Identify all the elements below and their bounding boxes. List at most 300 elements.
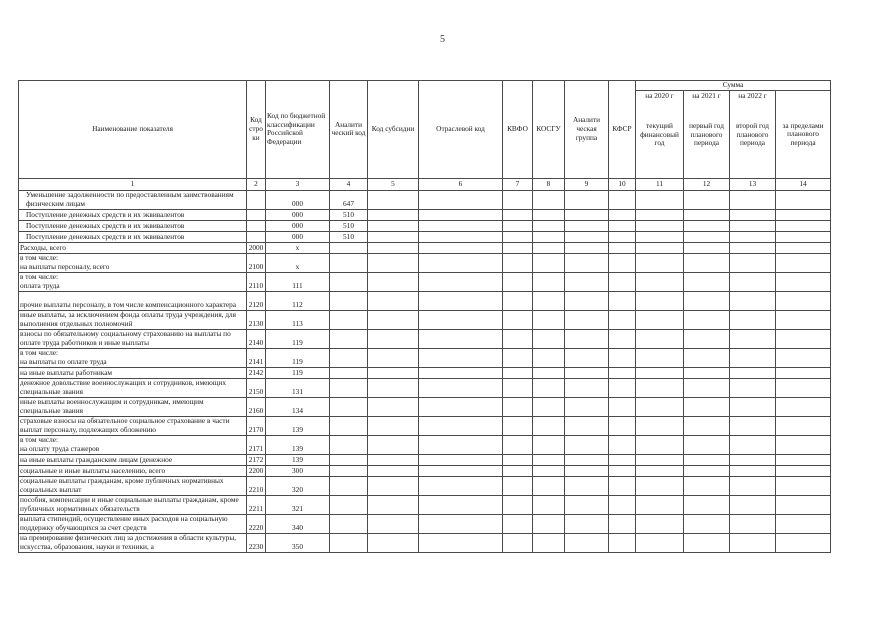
- row-empty-cell: [684, 367, 730, 378]
- row-empty-cell: [730, 253, 776, 272]
- row-empty-cell: [503, 465, 533, 476]
- row-name: пособия, компенсации и иные социальные выплаты гражданам, кроме публичных нормативных обязательств: [19, 495, 247, 514]
- row-empty-cell: [684, 329, 730, 348]
- row-line-code: [247, 231, 266, 242]
- row-analytic-code: [330, 454, 368, 465]
- row-empty-cell: [503, 329, 533, 348]
- row-budget-code: 139: [266, 454, 330, 465]
- row-empty-cell: [368, 209, 419, 220]
- row-analytic-code: [330, 348, 368, 367]
- row-analytic-code: [330, 465, 368, 476]
- row-analytic-code: [330, 435, 368, 454]
- row-empty-cell: [684, 242, 730, 253]
- row-empty-cell: [533, 291, 565, 310]
- row-empty-cell: [776, 231, 831, 242]
- row-empty-cell: [684, 231, 730, 242]
- row-empty-cell: [730, 329, 776, 348]
- row-line-code: 2170: [247, 416, 266, 435]
- header-year-current: [636, 90, 684, 178]
- row-empty-cell: [609, 220, 636, 231]
- row-empty-cell: [368, 533, 419, 552]
- header-current-year: текущий финансовый год: [640, 121, 679, 148]
- row-empty-cell: [684, 253, 730, 272]
- row-empty-cell: [730, 397, 776, 416]
- row-empty-cell: [684, 533, 730, 552]
- row-empty-cell: [609, 514, 636, 533]
- row-name: иные выплаты, за исключением фонда оплаты труда учреждения, для выполнения отдельных полномочий: [19, 310, 247, 329]
- table-row: [19, 310, 831, 329]
- row-empty-cell: [565, 231, 609, 242]
- row-line-code: [247, 220, 266, 231]
- row-empty-cell: [565, 220, 609, 231]
- row-empty-cell: [636, 231, 684, 242]
- row-empty-cell: [609, 533, 636, 552]
- row-empty-cell: [368, 291, 419, 310]
- row-budget-code: 119: [266, 329, 330, 348]
- row-budget-code: 139: [266, 416, 330, 435]
- table-row: [19, 329, 831, 348]
- row-empty-cell: [419, 378, 503, 397]
- row-empty-cell: [684, 291, 730, 310]
- row-budget-code: 113: [266, 310, 330, 329]
- row-empty-cell: [609, 454, 636, 465]
- row-budget-code: 134: [266, 397, 330, 416]
- row-empty-cell: [565, 465, 609, 476]
- row-empty-cell: [609, 435, 636, 454]
- row-empty-cell: [533, 231, 565, 242]
- column-number: 8: [533, 178, 565, 190]
- row-analytic-code: 647: [330, 190, 368, 209]
- row-name: денежное довольствие военнослужащих и сотрудников, имеющих специальные звания: [19, 378, 247, 397]
- row-empty-cell: [503, 253, 533, 272]
- row-empty-cell: [609, 367, 636, 378]
- table-row: [19, 190, 831, 209]
- row-empty-cell: [419, 495, 503, 514]
- row-empty-cell: [419, 367, 503, 378]
- table-row: [19, 367, 831, 378]
- row-name: прочие выплаты персоналу, в том числе компенсационного характера: [19, 291, 247, 310]
- column-number: 12: [684, 178, 730, 190]
- row-empty-cell: [730, 495, 776, 514]
- row-empty-cell: [368, 378, 419, 397]
- column-number: 1: [19, 178, 247, 190]
- row-empty-cell: [565, 209, 609, 220]
- row-empty-cell: [503, 272, 533, 291]
- row-analytic-code: [330, 329, 368, 348]
- row-empty-cell: [565, 242, 609, 253]
- row-empty-cell: [419, 291, 503, 310]
- row-empty-cell: [533, 514, 565, 533]
- row-empty-cell: [503, 416, 533, 435]
- row-empty-cell: [419, 416, 503, 435]
- row-budget-code: 119: [266, 348, 330, 367]
- table-row: [19, 416, 831, 435]
- row-budget-code: 000: [266, 220, 330, 231]
- row-empty-cell: [609, 291, 636, 310]
- row-name: социальные и иные выплаты населению, всего: [19, 465, 247, 476]
- row-budget-code: 350: [266, 533, 330, 552]
- row-empty-cell: [636, 253, 684, 272]
- column-number: 5: [368, 178, 419, 190]
- row-empty-cell: [503, 310, 533, 329]
- row-budget-code: 119: [266, 367, 330, 378]
- row-line-code: [247, 190, 266, 209]
- row-empty-cell: [684, 514, 730, 533]
- row-empty-cell: [684, 465, 730, 476]
- row-analytic-code: [330, 378, 368, 397]
- row-empty-cell: [776, 533, 831, 552]
- row-empty-cell: [609, 397, 636, 416]
- row-line-code: [247, 209, 266, 220]
- row-empty-cell: [503, 291, 533, 310]
- row-empty-cell: [684, 476, 730, 495]
- row-line-code: 2172: [247, 454, 266, 465]
- header-beyond: [776, 90, 831, 178]
- row-empty-cell: [533, 242, 565, 253]
- row-analytic-code: 510: [330, 209, 368, 220]
- row-empty-cell: [730, 476, 776, 495]
- row-empty-cell: [609, 378, 636, 397]
- table-row: [19, 397, 831, 416]
- row-empty-cell: [503, 209, 533, 220]
- row-empty-cell: [636, 190, 684, 209]
- row-empty-cell: [684, 348, 730, 367]
- row-empty-cell: [533, 435, 565, 454]
- row-budget-code: 112: [266, 291, 330, 310]
- row-analytic-code: [330, 416, 368, 435]
- row-empty-cell: [730, 242, 776, 253]
- row-empty-cell: [730, 416, 776, 435]
- row-empty-cell: [368, 397, 419, 416]
- column-numbers-row: [19, 178, 831, 190]
- header-line-code: Код стро ки: [247, 81, 266, 179]
- row-empty-cell: [565, 378, 609, 397]
- row-empty-cell: [503, 476, 533, 495]
- row-empty-cell: [368, 231, 419, 242]
- row-empty-cell: [776, 454, 831, 465]
- row-empty-cell: [776, 476, 831, 495]
- row-empty-cell: [684, 272, 730, 291]
- header-beyond-plan: за пределами планового периода: [782, 120, 824, 147]
- row-empty-cell: [730, 367, 776, 378]
- row-empty-cell: [419, 465, 503, 476]
- row-empty-cell: [776, 209, 831, 220]
- row-budget-code: 300: [266, 465, 330, 476]
- row-empty-cell: [730, 378, 776, 397]
- header-analytic-group: Аналити ческая группа: [565, 81, 609, 179]
- row-empty-cell: [503, 514, 533, 533]
- header-first-plan-year: первый год планового периода: [689, 121, 724, 148]
- table-row: [19, 495, 831, 514]
- row-empty-cell: [565, 329, 609, 348]
- header-kosgu: КОСГУ: [533, 81, 565, 179]
- row-empty-cell: [776, 465, 831, 476]
- row-empty-cell: [503, 397, 533, 416]
- row-empty-cell: [503, 242, 533, 253]
- row-empty-cell: [636, 329, 684, 348]
- row-empty-cell: [776, 291, 831, 310]
- row-empty-cell: [684, 416, 730, 435]
- row-empty-cell: [609, 495, 636, 514]
- row-empty-cell: [609, 476, 636, 495]
- row-analytic-code: [330, 476, 368, 495]
- table-row: [19, 231, 831, 242]
- row-empty-cell: [503, 435, 533, 454]
- row-empty-cell: [609, 416, 636, 435]
- row-empty-cell: [419, 533, 503, 552]
- row-name: на иные выплаты гражданским лицам (денежное: [19, 454, 247, 465]
- row-empty-cell: [368, 465, 419, 476]
- row-empty-cell: [503, 348, 533, 367]
- row-empty-cell: [368, 190, 419, 209]
- column-number: 6: [419, 178, 503, 190]
- row-empty-cell: [503, 533, 533, 552]
- row-line-code: 2142: [247, 367, 266, 378]
- row-empty-cell: [776, 514, 831, 533]
- row-empty-cell: [533, 329, 565, 348]
- row-empty-cell: [503, 367, 533, 378]
- row-empty-cell: [565, 514, 609, 533]
- row-budget-code: 131: [266, 378, 330, 397]
- row-empty-cell: [533, 533, 565, 552]
- row-empty-cell: [565, 454, 609, 465]
- budget-form-table: [18, 80, 831, 553]
- row-empty-cell: [368, 514, 419, 533]
- row-empty-cell: [730, 514, 776, 533]
- row-empty-cell: [776, 220, 831, 231]
- row-analytic-code: [330, 397, 368, 416]
- row-empty-cell: [730, 454, 776, 465]
- row-analytic-code: [330, 310, 368, 329]
- row-name: в том числе: на выплаты персоналу, всего: [19, 253, 247, 272]
- row-name: на премирование физических лиц за достижения в области культуры, искусства, образования, науки и техники, а: [19, 533, 247, 552]
- row-line-code: 2171: [247, 435, 266, 454]
- header-year-first: [684, 90, 730, 178]
- row-line-code: 2160: [247, 397, 266, 416]
- row-empty-cell: [419, 220, 503, 231]
- row-name: в том числе: на выплаты по оплате труда: [19, 348, 247, 367]
- row-empty-cell: [419, 329, 503, 348]
- row-empty-cell: [609, 465, 636, 476]
- row-line-code: 2220: [247, 514, 266, 533]
- row-empty-cell: [503, 378, 533, 397]
- row-empty-cell: [609, 253, 636, 272]
- header-industry-code: Отраслевой код: [419, 81, 503, 179]
- row-empty-cell: [636, 242, 684, 253]
- table-row: [19, 533, 831, 552]
- header-year-second: [730, 90, 776, 178]
- row-empty-cell: [565, 253, 609, 272]
- row-name: в том числе: на оплату труда стажеров: [19, 435, 247, 454]
- header-second-plan-year: второй год планового периода: [736, 121, 769, 148]
- header-year-2022: на 2022 г: [738, 90, 767, 100]
- row-empty-cell: [776, 495, 831, 514]
- row-empty-cell: [609, 231, 636, 242]
- header-analytic-code: Аналити ческий код: [330, 81, 368, 179]
- row-analytic-code: [330, 253, 368, 272]
- row-line-code: 2211: [247, 495, 266, 514]
- row-name: иные выплаты военнослужащим и сотрудникам, имеющим специальные звания: [19, 397, 247, 416]
- table-row: [19, 220, 831, 231]
- row-empty-cell: [533, 495, 565, 514]
- column-number: 10: [609, 178, 636, 190]
- row-empty-cell: [565, 190, 609, 209]
- row-empty-cell: [565, 495, 609, 514]
- row-empty-cell: [503, 231, 533, 242]
- row-empty-cell: [419, 514, 503, 533]
- row-name: в том числе: оплата труда: [19, 272, 247, 291]
- table-row: [19, 272, 831, 291]
- table-row: [19, 454, 831, 465]
- row-budget-code: 000: [266, 190, 330, 209]
- row-empty-cell: [730, 272, 776, 291]
- row-name: на иные выплаты работникам: [19, 367, 247, 378]
- row-analytic-code: [330, 272, 368, 291]
- row-empty-cell: [636, 272, 684, 291]
- header-year-2020: на 2020 г: [645, 90, 674, 100]
- row-name: Поступление денежных средств и их эквивалентов: [19, 220, 247, 231]
- row-empty-cell: [730, 220, 776, 231]
- row-empty-cell: [368, 435, 419, 454]
- row-empty-cell: [636, 220, 684, 231]
- row-empty-cell: [533, 476, 565, 495]
- row-line-code: 2141: [247, 348, 266, 367]
- row-empty-cell: [776, 348, 831, 367]
- row-empty-cell: [776, 397, 831, 416]
- row-empty-cell: [776, 242, 831, 253]
- row-empty-cell: [533, 465, 565, 476]
- row-empty-cell: [684, 209, 730, 220]
- row-empty-cell: [503, 190, 533, 209]
- table-row: [19, 514, 831, 533]
- row-empty-cell: [419, 348, 503, 367]
- row-empty-cell: [684, 378, 730, 397]
- row-empty-cell: [636, 454, 684, 465]
- row-empty-cell: [776, 435, 831, 454]
- row-empty-cell: [419, 242, 503, 253]
- row-empty-cell: [636, 416, 684, 435]
- row-line-code: 2140: [247, 329, 266, 348]
- row-empty-cell: [609, 272, 636, 291]
- row-empty-cell: [565, 291, 609, 310]
- table-row: [19, 291, 831, 310]
- row-line-code: 2100: [247, 253, 266, 272]
- row-budget-code: 340: [266, 514, 330, 533]
- row-empty-cell: [730, 291, 776, 310]
- table-row: [19, 378, 831, 397]
- header-year-2021: на 2021 г: [692, 90, 721, 100]
- row-empty-cell: [609, 242, 636, 253]
- row-empty-cell: [684, 190, 730, 209]
- row-empty-cell: [565, 435, 609, 454]
- header-budget-code: Код по бюджетной классификации Российской Федерации: [266, 81, 330, 179]
- row-empty-cell: [419, 310, 503, 329]
- row-empty-cell: [730, 348, 776, 367]
- row-empty-cell: [503, 220, 533, 231]
- row-budget-code: 000: [266, 231, 330, 242]
- row-budget-code: 139: [266, 435, 330, 454]
- header-subsidy-code: Код субсидии: [368, 81, 419, 179]
- row-line-code: 2200: [247, 465, 266, 476]
- row-empty-cell: [609, 310, 636, 329]
- row-empty-cell: [419, 435, 503, 454]
- header-kvfo: КВФО: [503, 81, 533, 179]
- row-budget-code: 321: [266, 495, 330, 514]
- row-empty-cell: [730, 435, 776, 454]
- row-empty-cell: [636, 291, 684, 310]
- row-empty-cell: [609, 348, 636, 367]
- row-empty-cell: [533, 378, 565, 397]
- row-empty-cell: [533, 454, 565, 465]
- row-empty-cell: [684, 310, 730, 329]
- row-line-code: 2210: [247, 476, 266, 495]
- row-empty-cell: [730, 209, 776, 220]
- column-number: 11: [636, 178, 684, 190]
- row-empty-cell: [419, 253, 503, 272]
- row-analytic-code: [330, 291, 368, 310]
- row-empty-cell: [368, 253, 419, 272]
- column-number: 14: [776, 178, 831, 190]
- column-number: 13: [730, 178, 776, 190]
- row-empty-cell: [533, 220, 565, 231]
- row-budget-code: x: [266, 253, 330, 272]
- row-empty-cell: [565, 533, 609, 552]
- table-row: [19, 253, 831, 272]
- table-row: [19, 435, 831, 454]
- row-empty-cell: [533, 367, 565, 378]
- row-empty-cell: [730, 533, 776, 552]
- row-empty-cell: [419, 454, 503, 465]
- row-empty-cell: [533, 348, 565, 367]
- row-empty-cell: [419, 397, 503, 416]
- row-empty-cell: [565, 348, 609, 367]
- row-budget-code: 320: [266, 476, 330, 495]
- table-row: [19, 465, 831, 476]
- row-empty-cell: [636, 209, 684, 220]
- row-empty-cell: [503, 495, 533, 514]
- row-empty-cell: [565, 367, 609, 378]
- row-empty-cell: [776, 378, 831, 397]
- column-number: 9: [565, 178, 609, 190]
- row-name: взносы по обязательному социальному страхованию на выплаты по оплате труда работников и иные выплаты: [19, 329, 247, 348]
- row-empty-cell: [684, 220, 730, 231]
- row-name: Поступление денежных средств и их эквивалентов: [19, 209, 247, 220]
- row-name: страховые взносы на обязательное социальное страхование в части выплат персоналу, подлежащих обложению: [19, 416, 247, 435]
- table-row: [19, 209, 831, 220]
- row-empty-cell: [636, 367, 684, 378]
- row-name: Уменьшение задолженности по предоставленным заимствованиям физическим лицам: [19, 190, 247, 209]
- row-empty-cell: [609, 329, 636, 348]
- row-empty-cell: [533, 310, 565, 329]
- row-name: Поступление денежных средств и их эквивалентов: [19, 231, 247, 242]
- row-empty-cell: [368, 272, 419, 291]
- row-empty-cell: [776, 310, 831, 329]
- row-empty-cell: [368, 329, 419, 348]
- row-empty-cell: [533, 253, 565, 272]
- row-empty-cell: [730, 465, 776, 476]
- row-empty-cell: [636, 435, 684, 454]
- row-empty-cell: [565, 272, 609, 291]
- row-analytic-code: [330, 533, 368, 552]
- row-line-code: 2120: [247, 291, 266, 310]
- row-empty-cell: [368, 454, 419, 465]
- row-budget-code: x: [266, 242, 330, 253]
- row-line-code: 2230: [247, 533, 266, 552]
- row-empty-cell: [776, 253, 831, 272]
- row-line-code: 2150: [247, 378, 266, 397]
- row-empty-cell: [636, 476, 684, 495]
- row-empty-cell: [419, 190, 503, 209]
